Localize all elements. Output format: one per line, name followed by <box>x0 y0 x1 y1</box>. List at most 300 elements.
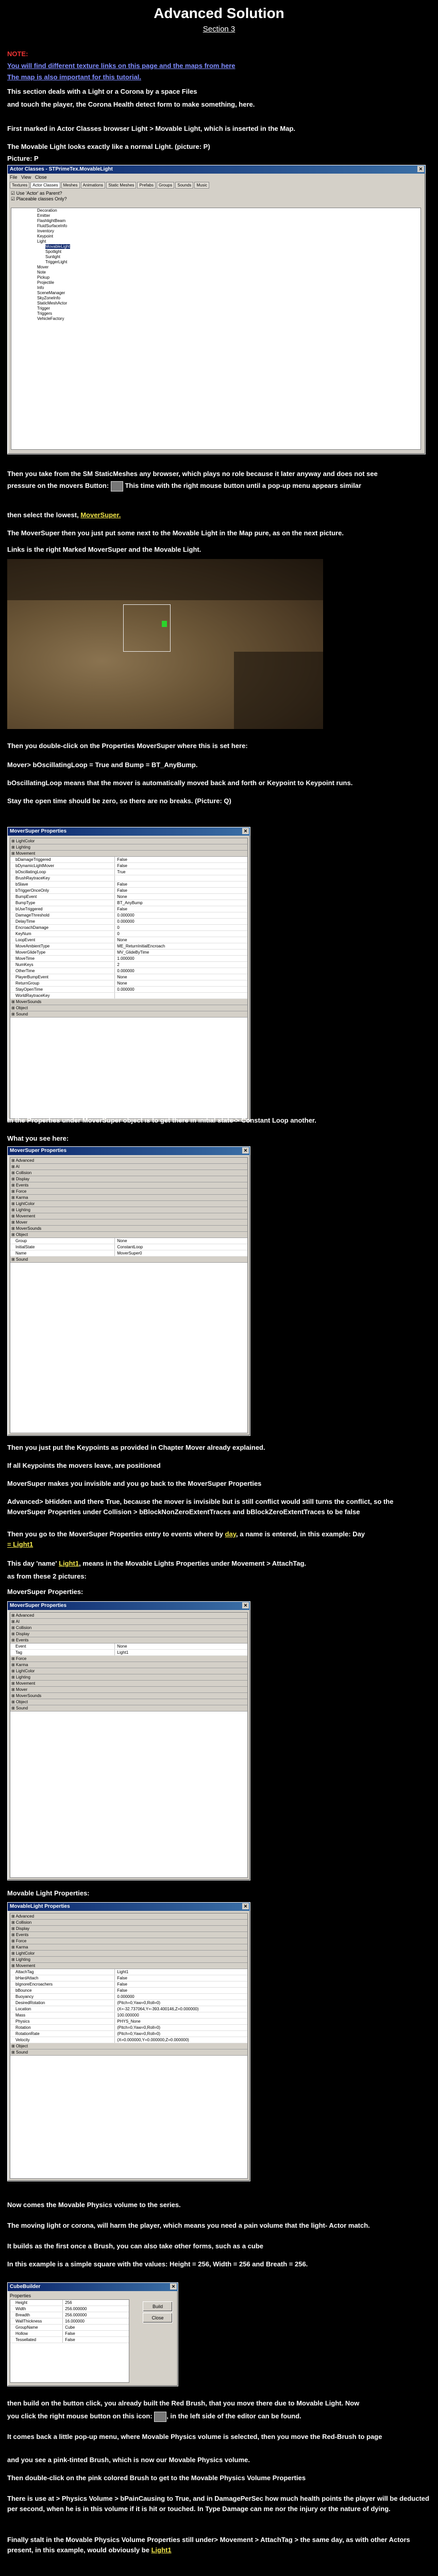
editor-viewport-screenshot <box>7 559 323 729</box>
property-group[interactable]: ⊞ Advanced <box>10 1613 247 1619</box>
property-value[interactable]: False <box>114 906 247 912</box>
property-group[interactable]: ⊞ Karma <box>10 1662 247 1668</box>
property-row[interactable] <box>10 906 247 912</box>
property-value[interactable]: True <box>114 869 247 875</box>
tree-item[interactable]: Mover <box>37 265 49 269</box>
note-line-2[interactable] <box>7 72 430 82</box>
para-35: There is use at > Physics Volume > bPainCausing to True, and in DamagePerSec how much health points the player will be deducted per second, when he is in this volume if it is hit or touched. In Type Damage can me nor the injury or the nature of dying. <box>7 2495 429 2513</box>
property-value[interactable]: 0.000000 <box>114 912 247 918</box>
tree-item[interactable]: Note <box>37 270 46 275</box>
menu-file[interactable]: File <box>10 175 18 180</box>
property-group[interactable]: ⊞ Karma <box>10 1195 247 1201</box>
property-row[interactable] <box>10 950 247 956</box>
property-value[interactable]: MoverSuper0 <box>114 1250 247 1256</box>
property-group[interactable]: ⊞ Sound <box>10 1011 247 1018</box>
tree-item[interactable]: VehicleFactory <box>37 316 64 321</box>
close-icon[interactable]: ✕ <box>170 2283 177 2290</box>
selected-label: MovableLight <box>45 244 70 249</box>
property-key: Buoyancy <box>15 1994 34 1999</box>
property-row[interactable] <box>10 980 247 987</box>
para-13: bOscillatingLoop means that the mover is automatically moved back and forth or Keypoint to Keypoint runs. <box>7 779 353 787</box>
property-value[interactable]: False <box>114 1988 247 1993</box>
property-grid[interactable] <box>10 1913 248 2179</box>
property-row[interactable] <box>10 943 247 950</box>
property-key: Tag <box>15 1650 22 1655</box>
property-group[interactable]: ⊞ Events <box>10 1637 247 1643</box>
para-10: Links is the right Marked MoverSuper and the Movable Light. <box>7 546 201 553</box>
property-group[interactable]: ⊞ Lighting <box>10 844 247 851</box>
property-value[interactable]: (X=-32.737064,Y=-393.400146,Z=0.000000) <box>114 2006 247 2012</box>
property-value[interactable]: ConstantLoop <box>114 1244 247 1250</box>
tree-item[interactable]: Triggers <box>37 311 53 316</box>
property-group[interactable]: ⊞ MoverSounds <box>10 999 247 1005</box>
property-grid[interactable] <box>10 1157 248 1433</box>
close-icon[interactable]: ✕ <box>417 166 424 172</box>
property-row[interactable] <box>10 857 247 863</box>
property-row[interactable] <box>10 937 247 943</box>
property-group[interactable]: ⊞ Collision <box>10 1920 247 1926</box>
para-20: Advanced> bHidden and there True, because the mover is invisible but is still conflict would still turns the conflict, so the MoverSuper Properties under Collision > bBlockNonZeroExtentTraces and bBlockZeroExtentTraces to be false <box>7 1498 394 1516</box>
property-row[interactable] <box>10 1250 247 1257</box>
property-value[interactable]: PHYS_None <box>114 2019 247 2024</box>
note-line-1[interactable] <box>7 61 430 71</box>
para-23: as from these 2 pictures: <box>7 1572 87 1580</box>
property-row[interactable] <box>10 1975 247 1981</box>
property-row[interactable] <box>10 900 247 906</box>
close-icon[interactable]: ✕ <box>242 1903 249 1909</box>
para-36-text: Finally stalt in the Movable Physics Volume Properties still under> Movement > AttachTag > the same day, as with other Actors present, in this example, would obviously be <box>7 2536 410 2554</box>
property-row[interactable] <box>10 1238 247 1244</box>
property-group[interactable]: ⊞ Force <box>10 1189 247 1195</box>
property-group[interactable]: ⊞ Display <box>10 1176 247 1182</box>
tree-item[interactable]: Keypoint <box>37 234 54 239</box>
property-row[interactable] <box>10 1650 247 1656</box>
tab-textures[interactable]: Textures <box>10 182 29 189</box>
property-value[interactable]: False <box>114 857 247 862</box>
property-group[interactable]: ⊞ Advanced <box>10 1158 247 1164</box>
property-value[interactable]: 100.000000 <box>114 2012 247 2018</box>
para-31-text: you click the right mouse button on this icon: <box>7 2412 153 2420</box>
property-key: Tessellated <box>15 2337 37 2342</box>
para-11: Then you double-click on the Properties MoverSuper where this is set here: <box>7 742 248 750</box>
property-key: OtherTime <box>15 969 35 973</box>
property-group[interactable]: ⊞ Object <box>10 1005 247 1011</box>
property-value[interactable]: (Pitch=0,Yaw=0,Roll=0) <box>114 2000 247 2006</box>
property-row[interactable] <box>10 2300 129 2306</box>
tree-item[interactable]: Trigger <box>37 306 50 311</box>
property-key: Rotation <box>15 2025 31 2030</box>
para-26: Now comes the Movable Physics volume to the series. <box>7 2201 181 2209</box>
property-row[interactable] <box>10 2325 129 2331</box>
property-row[interactable] <box>10 968 247 974</box>
property-row[interactable] <box>10 2025 247 2031</box>
property-group[interactable]: ⊞ AI <box>10 1619 247 1625</box>
property-value[interactable] <box>114 875 247 881</box>
property-group[interactable]: ⊞ Movement <box>10 851 247 857</box>
property-key: PlayerBumpEvent <box>15 975 49 979</box>
tree-item[interactable]: Spotlight <box>45 249 62 254</box>
para-22 <box>7 1558 430 1569</box>
property-row[interactable] <box>10 956 247 962</box>
property-value[interactable]: False <box>114 888 247 893</box>
tab-actor-classes[interactable]: Actor Classes <box>30 182 60 189</box>
props-title: MovableLight Properties <box>10 1904 70 1909</box>
light1-link[interactable]: = Light1 <box>7 1540 33 1548</box>
para-17: Then you just put the Keypoints as provided in Chapter Mover already explained. <box>7 1444 265 1451</box>
property-group[interactable]: ⊞ Lighting <box>10 1674 247 1681</box>
volume-tool-icon[interactable] <box>154 2412 166 2422</box>
property-row[interactable] <box>10 993 247 999</box>
property-key: MoveAmbientType <box>15 944 50 948</box>
property-key: WorldRaytraceKey <box>15 993 50 998</box>
property-group[interactable]: ⊞ Collision <box>10 1170 247 1176</box>
para-33: and you see a pink-tinted Brush, which is now our Movable Physics volume. <box>7 2456 250 2464</box>
close-icon[interactable]: ✕ <box>242 1602 249 1608</box>
tree-item[interactable]: Sunlight <box>45 255 60 259</box>
property-value[interactable]: 16.000000 <box>62 2318 129 2324</box>
mover-button-icon[interactable] <box>111 481 123 492</box>
tree-item[interactable]: Emitter <box>37 213 50 218</box>
tab-animations[interactable]: Animations <box>81 182 106 189</box>
property-key: GroupName <box>15 2325 38 2330</box>
property-group[interactable]: ⊞ Sound <box>10 1257 247 1263</box>
tree-item[interactable]: StaticMeshActor <box>37 301 68 306</box>
property-group[interactable]: ⊞ Object <box>10 1699 247 1705</box>
property-row[interactable] <box>10 2019 247 2025</box>
para-7 <box>7 481 430 492</box>
close-icon[interactable]: ✕ <box>242 1147 249 1154</box>
property-grid[interactable] <box>10 838 248 1119</box>
property-value[interactable]: Cube <box>62 2325 129 2330</box>
property-value[interactable]: (Pitch=0,Yaw=0,Roll=0) <box>114 2025 247 2030</box>
property-value[interactable]: None <box>114 974 247 980</box>
property-group[interactable]: ⊞ Display <box>10 1631 247 1637</box>
property-row[interactable] <box>10 987 247 993</box>
para-6: Then you take from the SM StaticMeshes any browser, which plays no role because it later anyway and does not see <box>7 470 378 478</box>
menu-close[interactable]: Close <box>35 175 47 180</box>
picture-p-label: Picture: P <box>7 155 39 162</box>
tab-groups[interactable]: Groups <box>157 182 174 189</box>
property-value[interactable]: (X=0.000000,Y=0.000000,Z=0.000000) <box>114 2037 247 2043</box>
property-group[interactable]: ⊞ Object <box>10 2043 247 2049</box>
property-group[interactable]: ⊞ Mover <box>10 1219 247 1226</box>
para-16: What you see here: <box>7 1134 69 1142</box>
cube-property-grid[interactable] <box>10 2299 129 2383</box>
light1-link[interactable]: Light1 <box>59 1560 79 1567</box>
property-row[interactable] <box>10 2331 129 2337</box>
props-title: MoverSuper Properties <box>10 1603 67 1608</box>
property-row[interactable] <box>10 1988 247 1994</box>
property-key: InitialState <box>15 1245 35 1249</box>
para-34: Then double-click on the pink colored Brush to get to the Movable Physics Volume Properties <box>7 2474 306 2482</box>
property-group[interactable]: ⊞ Lighting <box>10 1957 247 1963</box>
props-titlebar[interactable] <box>8 1147 250 1155</box>
actor-dialog-options <box>8 190 425 203</box>
property-row[interactable] <box>10 2312 129 2318</box>
property-group[interactable]: ⊞ Force <box>10 1938 247 1944</box>
property-row[interactable] <box>10 882 247 888</box>
check-label: Placeable classes Only? <box>16 196 67 201</box>
property-value[interactable]: 0.000000 <box>114 1994 247 1999</box>
tab-music[interactable]: Music <box>194 182 209 189</box>
note-link-2[interactable]: The map is also important for this tutorial. <box>7 73 142 81</box>
property-key: Breadth <box>15 2313 30 2317</box>
property-value[interactable]: False <box>114 1975 247 1981</box>
property-row[interactable] <box>10 2000 247 2006</box>
light1-link[interactable]: Light1 <box>151 2546 172 2554</box>
property-key: MoverGlideType <box>15 950 46 955</box>
tree-item[interactable]: Inventory <box>37 229 54 233</box>
property-value[interactable]: 256 <box>62 2300 129 2306</box>
property-row[interactable] <box>10 1994 247 2000</box>
property-group[interactable]: ⊞ Karma <box>10 1944 247 1951</box>
props-title: MoverSuper Properties <box>10 828 67 834</box>
property-value[interactable]: 0 <box>114 931 247 937</box>
property-value[interactable]: 256.000000 <box>62 2306 129 2312</box>
property-row[interactable] <box>10 2306 129 2312</box>
property-row[interactable] <box>10 894 247 900</box>
tree-item[interactable]: TriggerLight <box>45 260 68 264</box>
property-key: Event <box>15 1644 26 1649</box>
property-value[interactable]: 1.000000 <box>114 956 247 961</box>
cube-title: CubeBuilder <box>10 2284 41 2290</box>
props-titlebar[interactable] <box>8 1903 250 1911</box>
property-value[interactable]: 0 <box>114 925 247 930</box>
property-key: AttachTag <box>15 1970 34 1974</box>
check-label: Use 'Actor' as Parent? <box>16 191 62 196</box>
property-key: bTriggerOnceOnly <box>15 888 49 893</box>
property-group[interactable]: ⊞ Force <box>10 1656 247 1662</box>
property-value[interactable]: None <box>114 894 247 900</box>
property-key: RotationRate <box>15 2031 40 2036</box>
property-group[interactable]: ⊞ LightColor <box>10 1201 247 1207</box>
para-8 <box>7 510 430 520</box>
property-value[interactable]: 256.000000 <box>62 2312 129 2318</box>
para-18: If all Keypoints the movers leave, are positioned <box>7 1462 161 1469</box>
property-value[interactable]: 0.000000 <box>114 968 247 974</box>
property-row[interactable] <box>10 919 247 925</box>
property-value[interactable]: False <box>62 2337 129 2343</box>
property-row[interactable] <box>10 869 247 875</box>
property-value[interactable]: False <box>114 863 247 869</box>
tree-item[interactable]: FluidSurfaceInfo <box>37 224 68 228</box>
property-key: KeyNum <box>15 931 31 936</box>
property-group[interactable]: ⊞ MoverSounds <box>10 1226 247 1232</box>
para-22-text-c: , means in the Movable Lights Properties under Movement > AttachTag. <box>79 1560 307 1567</box>
property-group[interactable]: ⊞ Object <box>10 1232 247 1238</box>
property-row[interactable] <box>10 931 247 937</box>
property-row[interactable] <box>10 974 247 980</box>
property-value[interactable]: 0.000000 <box>114 987 247 992</box>
property-key: Height <box>15 2300 28 2305</box>
para-7-text-b: This time with the right mouse button until a pop-up menu appears similar <box>125 482 362 489</box>
cube-builder-dialog <box>7 2282 178 2386</box>
property-value[interactable]: None <box>114 937 247 943</box>
property-group[interactable]: ⊞ LightColor <box>10 1668 247 1674</box>
property-value[interactable]: (Pitch=0,Yaw=0,Roll=0) <box>114 2031 247 2037</box>
property-value[interactable]: 2 <box>114 962 247 968</box>
property-group[interactable]: ⊞ Advanced <box>10 1913 247 1920</box>
tree-item[interactable]: SceneManager <box>37 291 65 295</box>
property-value[interactable]: False <box>114 882 247 887</box>
props-title: MoverSuper Properties <box>10 1148 67 1154</box>
actor-dialog-titlebar[interactable] <box>8 165 425 174</box>
property-row[interactable] <box>10 888 247 894</box>
property-group[interactable]: ⊞ Lighting <box>10 1207 247 1213</box>
property-key: LoopEvent <box>15 938 36 942</box>
property-value[interactable]: None <box>114 1643 247 1649</box>
property-group[interactable]: ⊞ MoverSounds <box>10 1693 247 1699</box>
use-actor-parent-check[interactable]: ☑ Use 'Actor' as Parent? <box>11 191 62 196</box>
page-title: Advanced Solution <box>154 5 284 21</box>
tree-item[interactable]: Decoration <box>37 208 57 213</box>
property-row[interactable] <box>10 912 247 919</box>
property-key: bBounce <box>15 1988 32 1993</box>
property-value[interactable]: 0.000000 <box>114 919 247 924</box>
para-1: This section deals with a Light or a Corona by a space Files <box>7 88 197 95</box>
property-key: BumpType <box>15 901 36 905</box>
note-link-1[interactable]: You will find different texture links on this page and the maps from here <box>7 62 235 70</box>
tree-item[interactable]: Light <box>37 239 46 244</box>
property-row[interactable] <box>10 1244 247 1250</box>
property-group[interactable]: ⊞ LightColor <box>10 1951 247 1957</box>
property-key: bDamageTriggered <box>15 857 51 862</box>
viewport-shadow <box>7 559 323 600</box>
tree-item[interactable]: Projectile <box>37 280 54 285</box>
tree-item-selected[interactable] <box>37 244 420 249</box>
tab-sounds[interactable]: Sounds <box>175 182 193 189</box>
tab-meshes[interactable]: Meshes <box>61 182 80 189</box>
para-8-text: then select the lowest, <box>7 511 79 519</box>
section-subtitle[interactable]: Section 3 <box>203 25 235 33</box>
viewport-shadow <box>234 652 323 729</box>
property-key: bUseTriggered <box>15 907 43 911</box>
property-row[interactable] <box>10 1981 247 1988</box>
para-22-text: This day 'name' <box>7 1560 57 1567</box>
property-key: Velocity <box>15 2038 30 2042</box>
property-value[interactable]: None <box>114 1238 247 1244</box>
property-row[interactable] <box>10 2037 247 2043</box>
property-row[interactable] <box>10 2006 247 2012</box>
property-value[interactable]: False <box>114 1981 247 1987</box>
para-28: It builds as the first once a Brush, you can also take other forms, such as a cube <box>7 2242 264 2250</box>
property-row[interactable] <box>10 863 247 869</box>
props-titlebar[interactable] <box>8 1602 250 1610</box>
property-row[interactable] <box>10 925 247 931</box>
property-key: bIgnoreEncroachers <box>15 1982 53 1987</box>
cube-titlebar[interactable] <box>8 2283 178 2291</box>
property-key: Name <box>15 1251 27 1256</box>
property-group[interactable]: ⊞ Sound <box>10 2049 247 2056</box>
close-icon[interactable]: ✕ <box>242 828 249 834</box>
para-21-text: Then you go to the MoverSuper Properties entry to events where by <box>7 1530 223 1538</box>
movable-light-icon[interactable] <box>162 621 167 627</box>
tab-prefabs[interactable]: Prefabs <box>137 182 156 189</box>
property-key: Width <box>15 2307 26 2311</box>
menu-view[interactable]: View <box>21 175 31 180</box>
para-29: In this example is a simple square with the values: Height = 256, Width = 256 and Breath = 256. <box>7 2260 308 2268</box>
property-grid[interactable] <box>10 1612 248 1878</box>
property-group[interactable]: ⊞ AI <box>10 1164 247 1170</box>
para-36 <box>7 2535 430 2555</box>
property-row[interactable] <box>10 2337 129 2343</box>
property-group[interactable]: ⊞ Events <box>10 1932 247 1938</box>
property-value[interactable] <box>114 993 247 998</box>
property-key: WallThickness <box>15 2319 42 2324</box>
property-value[interactable]: MV_GlideByTime <box>114 950 247 955</box>
para-3: First marked in Actor Classes browser Light > Movable Light, which is inserted in the Map. <box>7 125 295 132</box>
property-value[interactable]: ME_ReturnInitialEncroach <box>114 943 247 949</box>
para-27: The moving light or corona, will harm the player, which means you need a pain volume that the light- Actor match. <box>7 2222 370 2229</box>
property-key: BrushRaytraceKey <box>15 876 50 880</box>
property-value[interactable]: None <box>114 980 247 986</box>
property-value[interactable]: Light1 <box>114 1650 247 1655</box>
property-group[interactable]: ⊞ Movement <box>10 1213 247 1219</box>
property-value[interactable]: BT_AnyBump <box>114 900 247 906</box>
mover-bounding-box[interactable] <box>123 604 171 652</box>
moversuper-link[interactable]: MoverSuper. <box>80 511 121 519</box>
property-key: EncroachDamage <box>15 925 49 930</box>
property-row[interactable] <box>10 2318 129 2325</box>
property-key: DamageThreshold <box>15 913 49 918</box>
tree-item[interactable]: SkyZoneInfo <box>37 296 60 300</box>
property-key: DelayTime <box>15 919 35 924</box>
para-24: MoverSuper Properties: <box>7 1588 83 1596</box>
property-group[interactable]: ⊞ Movement <box>10 1963 247 1969</box>
browser-tabs <box>8 181 425 190</box>
property-group[interactable]: ⊞ Collision <box>10 1625 247 1631</box>
tree-item[interactable]: FlashlightBeam <box>37 218 66 223</box>
property-row[interactable] <box>10 875 247 882</box>
tree-item[interactable]: Pickup <box>37 275 50 280</box>
property-key: StayOpenTime <box>15 987 43 992</box>
property-group[interactable]: ⊞ Display <box>10 1926 247 1932</box>
tree-item[interactable]: Info <box>37 285 44 290</box>
property-key: Physics <box>15 2019 30 2024</box>
property-group[interactable]: ⊞ LightColor <box>10 838 247 844</box>
property-row[interactable] <box>10 1643 247 1650</box>
property-group[interactable]: ⊞ Events <box>10 1182 247 1189</box>
property-group[interactable]: ⊞ Movement <box>10 1681 247 1687</box>
tab-static-meshes[interactable]: Static Meshes <box>106 182 136 189</box>
close-button[interactable]: Close <box>143 2313 173 2323</box>
class-tree[interactable] <box>11 208 421 450</box>
property-row[interactable] <box>10 2012 247 2019</box>
para-4: The Movable Light looks exactly like a normal Light. (picture: P) <box>7 143 210 150</box>
day-link[interactable]: day <box>225 1530 237 1538</box>
para-9: The MoverSuper then you just put some next to the Movable Light in the Map pure, as on the next picture. <box>7 529 344 537</box>
props-titlebar[interactable] <box>8 827 250 836</box>
moversuper-properties-dialog-3 <box>7 1601 250 1880</box>
placeable-only-check[interactable]: ☑ Placeable classes Only? <box>11 196 67 201</box>
property-row[interactable] <box>10 2031 247 2037</box>
para-7-text: pressure on the movers Button: <box>7 482 109 489</box>
property-key: bSlave <box>15 882 28 887</box>
property-key: bDynamicLightMover <box>15 863 55 868</box>
moversuper-properties-dialog <box>7 827 250 1122</box>
actor-classes-dialog <box>7 165 426 454</box>
property-row[interactable] <box>10 962 247 968</box>
para-31 <box>7 2411 430 2422</box>
property-group[interactable]: ⊞ Sound <box>10 1705 247 1711</box>
para-21 <box>7 1529 430 1550</box>
property-group[interactable]: ⊞ Mover <box>10 1687 247 1693</box>
property-value[interactable]: False <box>62 2331 129 2336</box>
build-button[interactable]: Build <box>143 2301 173 2312</box>
property-row[interactable] <box>10 1969 247 1975</box>
property-value[interactable]: Light1 <box>114 1969 247 1975</box>
property-key: BumpEvent <box>15 894 37 899</box>
